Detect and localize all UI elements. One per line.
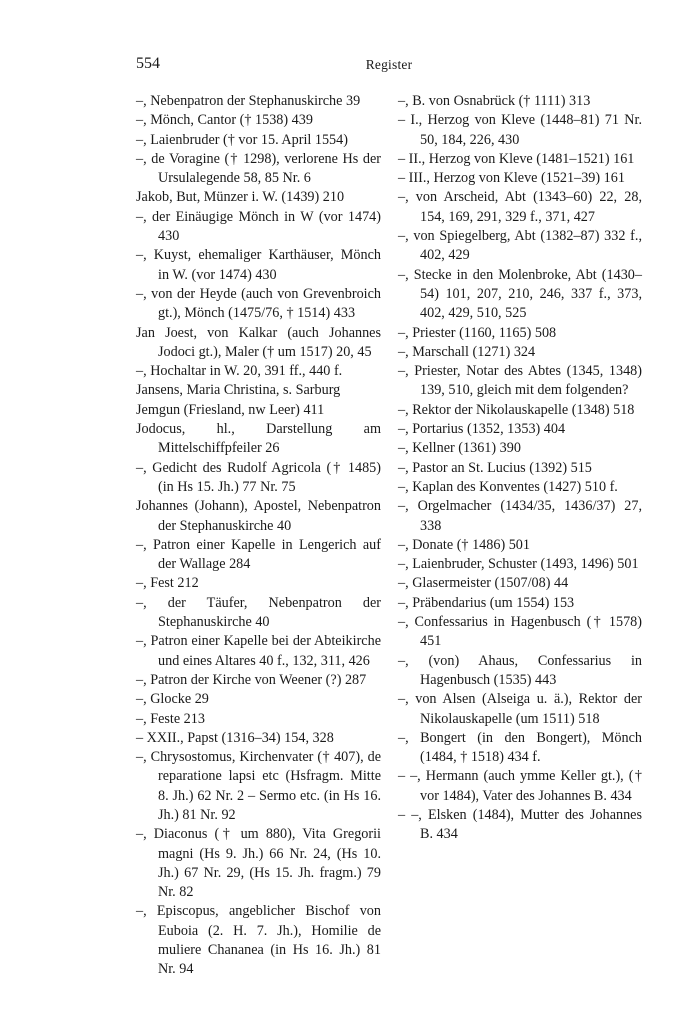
index-entry: –, Rektor der Nikolauskapelle (1348) 518 (398, 401, 635, 418)
index-column-right (398, 92, 642, 845)
index-entry: –, Glocke 29 (136, 691, 209, 708)
index-entry: –, Patron einer Kapelle bei der Abteikirche und eines Altares 40 f., 132, 311, 426 (136, 633, 381, 669)
index-entry: –, Confessarius in Hagenbusch († 1578) 451 (398, 614, 642, 650)
index-entry: –, von Spiegelberg, Abt (1382–87) 332 f., 402, 429 (398, 228, 642, 264)
index-entry: –, de Voragine († 1298), verlorene Hs der Ursulalegende 58, 85 Nr. 6 (136, 150, 381, 187)
index-entry: –, Pastor an St. Lucius (1392) 515 (398, 459, 592, 476)
index-entry: – –, Hermann (auch ymme Keller gt.), († vor 1484), Vater des Johannes B. 434 (398, 768, 642, 804)
index-entry: –, Fest 212 (136, 575, 199, 592)
index-entry: –, Episcopus, angeblicher Bischof von Euboia (2. H. 7. Jh.), Homilie de muliere Chananea (in Hs 16. Jh.) 81 Nr. 94 (136, 903, 381, 978)
index-entry: –, Nebenpatron der Stephanuskirche 39 (136, 93, 361, 109)
index-entry: –, von der Heyde (auch von Grevenbroich gt.), Mönch (1475/76, † 1514) 433 (136, 285, 381, 322)
index-entry: –, Diaconus († um 880), Vita Gregorii magni (Hs 9. Jh.) 66 Nr. 24, (Hs 10. Jh.) 67 Nr. 29, (Hs 15. Jh. fragm.) 79 Nr. 82 (136, 826, 381, 901)
index-entry: Jan Joest, von Kalkar (auch Johannes Jodoci gt.), Maler († um 1517) 20, 45 (136, 324, 381, 360)
index-entry: –, Stecke in den Molenbroke, Abt (1430–54) 101, 207, 210, 246, 337 f., 373, 402, 429, 510, 525 (398, 266, 642, 322)
index-entry: –, Kaplan des Konventes (1427) 510 f. (398, 478, 618, 495)
index-entry: –, Kuyst, ehemaliger Karthäuser, Mönch in W. (vor 1474) 430 (136, 247, 381, 283)
index-entry: –, Kellner (1361) 390 (398, 440, 521, 457)
index-entry: –, der Täufer, Nebenpatron der Stephanuskirche 40 (136, 594, 381, 631)
page-header (136, 55, 642, 79)
index-entry: Jodocus, hl., Darstellung am Mittelschiffpfeiler 26 (136, 421, 381, 457)
index-entry: Jemgun (Friesland, nw Leer) 411 (136, 401, 325, 418)
index-entry: Johannes (Johann), Apostel, Nebenpatron der Stephanuskirche 40 (136, 498, 381, 534)
index-entry: –, Chrysostomus, Kirchenvater († 407), de reparatione lapsi etc (Hsfragm. Mitte 8. Jh.) 62 Nr. 2 – Sermo etc. (in Hs 16. Jh.) 81 Nr. 92 (136, 749, 381, 823)
index-entry: –, (von) Ahaus, Confessarius in Hagenbusch (1535) 443 (398, 652, 642, 688)
index-entry: –, Glasermeister (1507/08) 44 (398, 575, 569, 592)
index-entry: – XXII., Papst (1316–34) 154, 328 (136, 729, 334, 746)
index-entry: –, Mönch, Cantor († 1538) 439 (136, 112, 313, 129)
index-entry: –, Laienbruder, Schuster (1493, 1496) 501 (398, 556, 639, 573)
index-entry: Jakob, But, Münzer i. W. (1439) 210 (136, 189, 345, 206)
index-entry: –, von Alsen (Alseiga u. ä.), Rektor der Nikolauskapelle (um 1511) 518 (398, 691, 642, 727)
page-number: 554 (136, 55, 160, 72)
index-entry: –, Donate († 1486) 501 (398, 536, 530, 553)
index-entry: –, B. von Osnabrück († 1111) 313 (398, 93, 591, 109)
index-column-left (136, 92, 381, 980)
index-entry: –, Marschall (1271) 324 (398, 343, 536, 360)
index-entry: – –, Elsken (1484), Mutter des Johannes B. 434 (398, 806, 642, 843)
index-entry: –, Präbendarius (um 1554) 153 (398, 594, 575, 611)
index-entry: –, Patron einer Kapelle in Lengerich auf der Wallage 284 (136, 536, 381, 573)
index-entry: – I., Herzog von Kleve (1448–81) 71 Nr. 50, 184, 226, 430 (398, 112, 642, 148)
index-entry: –, der Einäugige Mönch in W (vor 1474) 430 (136, 208, 381, 245)
index-entry: –, Gedicht des Rudolf Agricola († 1485) (in Hs 15. Jh.) 77 Nr. 75 (136, 459, 381, 495)
index-entry: –, Patron der Kirche von Weener (?) 287 (136, 671, 367, 688)
index-entry: –, Feste 213 (136, 710, 205, 727)
index-entry: – III., Herzog von Kleve (1521–39) 161 (398, 170, 625, 187)
running-title: Register (365, 57, 413, 72)
index-entry: –, von Arscheid, Abt (1343–60) 22, 28, 154, 169, 291, 329 f., 371, 427 (398, 189, 642, 225)
index-entry: Jansens, Maria Christina, s. Sarburg (136, 382, 341, 399)
index-entry: –, Orgelmacher (1434/35, 1436/37) 27, 338 (398, 498, 642, 534)
index-entry: –, Hochaltar in W. 20, 391 ff., 440 f. (136, 363, 343, 380)
index-entry: –, Laienbruder († vor 15. April 1554) (136, 131, 348, 148)
index-entry: –, Portarius (1352, 1353) 404 (398, 421, 566, 438)
index-entry: –, Priester, Notar des Abtes (1345, 1348) 139, 510, gleich mit dem folgenden? (398, 363, 642, 399)
index-entry: – II., Herzog von Kleve (1481–1521) 161 (398, 150, 635, 167)
index-entry: –, Priester (1160, 1165) 508 (398, 324, 557, 341)
index-entry: –, Bongert (in den Bongert), Mönch (1484, † 1518) 434 f. (398, 729, 642, 766)
